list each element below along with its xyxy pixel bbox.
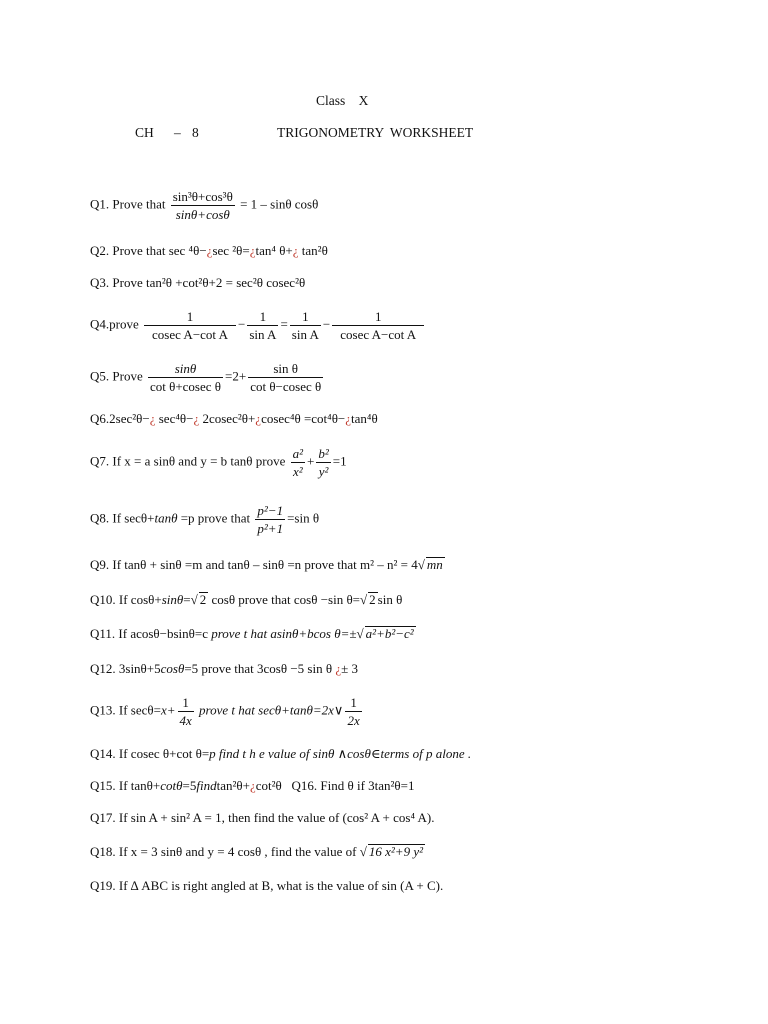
worksheet-header [135,125,473,141]
question-14: Q14. If cosec θ+cot θ=p find t h e value of sinθ ∧cosθ∈terms of p alone . [90,746,472,761]
question-4: Q4.prove $\frac{1}{\text{cosec A−cot A}}$ − $\frac{1}{\text{sin A}}$ = $\frac{1}{\text{sin A}}$ − $\frac{1}{\text{cosec A−cot A}}$ [90,308,426,343]
question-5: Q5. Prove $\frac{\sin\theta}{\text{cot θ+cosec θ}}$ =2+ $\frac{\text{sin θ}}{\text{cot θ−cosec θ}}$ [90,361,322,394]
question-8: Q8. If secθ+tanθ =p prove that $\frac{\text{p²−1}}{\text{p²+1}}$ =sin θ [90,503,320,536]
question-1: Q1. Prove that $\frac{\text{sin³θ+cos³θ}}{\sin\theta+\cos\theta}$ = 1 – sinθ cosθ [90,189,319,222]
question-11: Q11. If acosθ−bsinθ=c prove t hat asinθ+bcos θ=±√ a²+b²−c² [90,626,414,641]
question-12: Q12. 3sinθ+5cosθ=5 prove that 3cosθ −5 sin θ ¿± 3 [90,661,358,676]
question-17: Q17. If sin A + sin² A = 1, then find the value of (cos² A + cos⁴ A). [90,810,435,825]
question-15: Q15. If tanθ+cotθ=5findtan²θ+¿cot²θ Q16. Find θ if 3tan²θ=1 [90,778,415,793]
question-13: Q13. If secθ=x+ $\frac{1}{4x}$ prove t hat secθ+tanθ=2x∨ $\frac{1}{2x}$ [90,695,360,728]
question-19: Q19. If ∆ ABC is right angled at B, what is the value of sin (A + C). [90,878,444,893]
question-2: Q2. Prove that sec ⁴θ−¿sec ²θ=¿tan⁴ θ+¿ tan²θ [90,243,328,258]
question-9: Q9. If tanθ + sinθ =m and tanθ – sinθ =n prove that m² – n² = 4√ mn [90,557,443,572]
question-16: Q16. Find θ if 3tan²θ=1 [291,778,415,793]
chapter-dash: – [174,125,181,140]
q1-fraction: $\frac{\text{sin³θ+cos³θ}}{\sin\theta+\cos\theta}$ [172,189,233,222]
chapter-number: 8 [192,125,199,140]
question-18: Q18. If x = 3 sinθ and y = 4 cosθ , find the value of √ 16 x²+9 y² [90,844,423,859]
question-3: Q3. Prove tan²θ +cot²θ+2 = sec²θ cosec²θ [90,275,306,290]
question-7: Q7. If x = a sinθ and y = b tanθ prove $\frac{\text{a²}}{\text{x²}}$ + $\frac{\text{b²}}{\text{y²}}$ =1 [90,446,347,479]
worksheet-title: TRIGONOMETRY WORKSHEET [277,125,474,140]
question-10: Q10. If cosθ+sinθ=√ 2 cosθ prove that cosθ −sin θ=√ 2 sin θ [90,592,403,607]
chapter-label: CH [135,125,154,140]
class-title: Class X [316,93,369,108]
question-6: Q6.2sec²θ−¿ sec⁴θ−¿ 2cosec²θ+¿cosec⁴θ =cot⁴θ−¿tan⁴θ [90,411,378,426]
